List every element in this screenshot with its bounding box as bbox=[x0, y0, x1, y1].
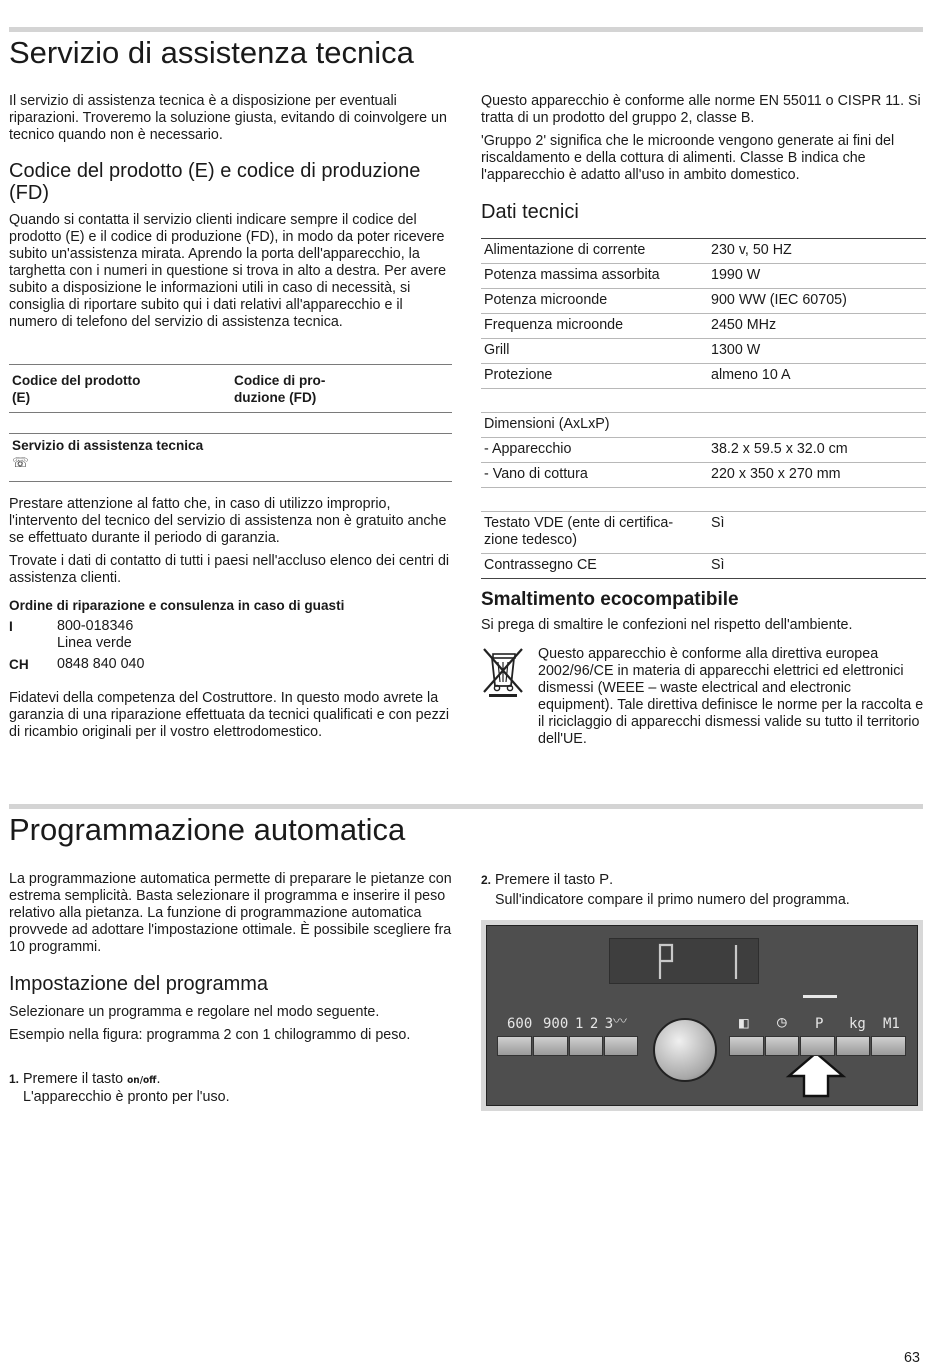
disposal-text-block bbox=[481, 617, 926, 634]
conformity-text-1: Questo apparecchio è conforme alle norme EN 55011 o CISPR 11. Si tratta di un prodotto del gruppo 2, classe B. bbox=[481, 93, 921, 126]
key-label-p: P bbox=[599, 871, 610, 888]
step-text: Premere il tasto bbox=[495, 872, 596, 888]
setting-heading-block bbox=[9, 973, 452, 995]
clock-button[interactable] bbox=[765, 1036, 799, 1056]
weight-label: kg bbox=[849, 1016, 866, 1032]
memory-button[interactable] bbox=[871, 1036, 906, 1056]
tech-row bbox=[481, 512, 926, 554]
tech-value bbox=[708, 413, 926, 438]
repair-heading: Ordine di riparazione e consulenza in caso di guasti bbox=[9, 598, 345, 613]
tech-value: 230 v, 50 HZ bbox=[708, 239, 926, 264]
grill-button[interactable] bbox=[604, 1036, 638, 1056]
door-icon: ◧ bbox=[739, 1013, 749, 1032]
control-panel bbox=[486, 925, 918, 1106]
power-600-label: 600 bbox=[507, 1016, 533, 1032]
tech-row bbox=[481, 488, 926, 512]
service-contact-label bbox=[12, 437, 212, 471]
disposal-heading: Smaltimento ecocompatibile bbox=[481, 589, 739, 610]
tech-key: Grill bbox=[481, 339, 708, 364]
section-title: Programmazione automatica bbox=[9, 812, 406, 847]
setting-heading: Impostazione del programma bbox=[9, 973, 269, 995]
grill-icon: 〰 bbox=[613, 1014, 627, 1030]
tech-row bbox=[481, 314, 926, 339]
tech-value: 900 WW (IEC 60705) bbox=[708, 289, 926, 314]
contact-country: CH bbox=[9, 657, 29, 672]
tech-value: 1990 W bbox=[708, 264, 926, 289]
tech-key: Potenza microonde bbox=[481, 289, 708, 314]
step-2: 2. Premere il tasto P. Sull'indicatore compare il primo numero del programma. bbox=[481, 871, 926, 909]
program-label: P bbox=[815, 1016, 824, 1032]
codes-heading-block bbox=[9, 160, 452, 204]
production-code-label: Codice di pro-duzione (FD) bbox=[234, 373, 326, 405]
tech-table bbox=[481, 239, 926, 579]
section-rule-top bbox=[9, 804, 923, 809]
tech-value bbox=[708, 488, 926, 512]
disposal-text: Si prega di smaltire le confezioni nel rispetto dell'ambiente. bbox=[481, 617, 853, 633]
tech-key: Frequenza microonde bbox=[481, 314, 708, 339]
step-number: 2. bbox=[481, 873, 492, 887]
tech-row bbox=[481, 289, 926, 314]
form-rule bbox=[9, 364, 452, 365]
form-rule bbox=[9, 433, 452, 434]
combi-label: 1 2 3 bbox=[575, 1016, 613, 1032]
form-rule bbox=[9, 481, 452, 482]
weight-button[interactable] bbox=[836, 1036, 870, 1056]
service-label: Servizio di assistenza tecnica bbox=[12, 438, 204, 453]
door-button[interactable] bbox=[729, 1036, 764, 1056]
tech-row bbox=[481, 364, 926, 389]
tech-key bbox=[481, 488, 708, 512]
codes-heading: Codice del prodotto (E) e codice di produzione (FD) bbox=[9, 160, 421, 204]
step-text: Premere il tasto bbox=[23, 1071, 124, 1087]
tech-table-wrap bbox=[481, 239, 926, 579]
step-1: 1. Premere il tasto on/off. L'apparecchio è pronto per l'uso. bbox=[9, 1071, 452, 1106]
arrow-up-icon bbox=[785, 1050, 847, 1100]
tech-heading-block bbox=[481, 201, 926, 223]
power-900-button[interactable] bbox=[533, 1036, 568, 1056]
example-block bbox=[9, 1027, 452, 1044]
tech-key: Dimensioni (AxLxP) bbox=[481, 413, 708, 438]
tech-value bbox=[708, 389, 926, 413]
page-number: 63 bbox=[904, 1350, 920, 1366]
contact-row bbox=[9, 618, 452, 656]
form-rule bbox=[9, 412, 452, 413]
setting-text-block bbox=[9, 1004, 452, 1021]
tech-value: almeno 10 A bbox=[708, 364, 926, 389]
tech-value: Sì bbox=[708, 554, 926, 579]
combi-button[interactable] bbox=[569, 1036, 603, 1056]
tech-row bbox=[481, 413, 926, 438]
tech-row bbox=[481, 389, 926, 413]
tech-row bbox=[481, 339, 926, 364]
section-rule-top bbox=[9, 27, 923, 32]
step-number: 1. bbox=[9, 1072, 20, 1086]
tech-key: - Apparecchio bbox=[481, 438, 708, 463]
tech-key: Testato VDE (ente di certifica-zione tedesco) bbox=[481, 512, 708, 554]
contact-country: I bbox=[9, 619, 13, 634]
tech-row bbox=[481, 463, 926, 488]
tech-key: - Vano di cottura bbox=[481, 463, 708, 488]
codes-text-block bbox=[9, 212, 452, 331]
trust-block bbox=[9, 690, 452, 741]
tech-row bbox=[481, 264, 926, 289]
conformity-block bbox=[481, 93, 926, 184]
contact-row bbox=[9, 656, 452, 676]
weee-text: Questo apparecchio è conforme alla direttiva europea 2002/96/CE in materia di apparecchi elettrici ed elettronici dismessi (WEEE – waste electrical and electronic equipment). Tale direttiva definisce le norme per la raccolta e il riciclaggio di apparecchi dismessi valide su tutto il territorio dell'UE. bbox=[538, 646, 924, 747]
page-title: Servizio di assistenza tecnica bbox=[9, 35, 414, 70]
tech-row bbox=[481, 554, 926, 579]
warranty-block bbox=[9, 496, 452, 547]
contact-list bbox=[9, 618, 452, 676]
clock-icon: ◷ bbox=[777, 1012, 787, 1031]
tech-key bbox=[481, 389, 708, 413]
codes-text: Quando si contatta il servizio clienti indicare sempre il codice del prodotto (E) e il codice di produzione (FD), in modo da poter ricevere subito un'assistenza mirata. Aprendo la porta dell'apparecchio, la targhetta con i numeri in questione si trova in alto a destra. Per avere subito a disposizione le informazioni utili in caso di necessità, si consiglia di riportare subito qui i dati relativi all'apparecchio e il numero di telefono del servizio di assistenza tecnica. bbox=[9, 212, 447, 330]
tech-heading: Dati tecnici bbox=[481, 201, 579, 223]
service-intro: Il servizio di assistenza tecnica è a disposizione per eventuali riparazioni. Troveremo la soluzione giusta, evitando di coinvolgere un tecnico quando non è necessario. bbox=[9, 93, 447, 143]
example-text: Esempio nella figura: programma 2 con 1 chilogrammo di peso. bbox=[9, 1027, 411, 1043]
disposal-heading-block bbox=[481, 589, 926, 611]
auto-intro: La programmazione automatica permette di preparare le pietanze con estrema semplicità. Basta selezionare il programma e inserire il peso relativo alla pietanza. La funzione di programmazione automatica provvede ad adottare l'impostazione ottimale. È possibile scegliere fra 10 programmi. bbox=[9, 871, 452, 955]
display-readout bbox=[610, 939, 760, 985]
contact-number: 800-018346 bbox=[57, 618, 134, 634]
conformity-text-2: 'Gruppo 2' significa che le microonde vengono generate ai fini del riscaldamento e della cottura di alimenti. Classe B indica che l'apparecchio è adatto all'uso in ambito domestico. bbox=[481, 133, 895, 183]
tech-row bbox=[481, 239, 926, 264]
auto-intro-block bbox=[9, 871, 452, 956]
control-panel-illustration bbox=[481, 920, 923, 1111]
step-result: Sull'indicatore compare il primo numero del programma. bbox=[495, 892, 850, 908]
setting-text: Selezionare un programma e regolare nel modo seguente. bbox=[9, 1004, 380, 1020]
trust-text: Fidatevi della competenza del Costruttore. In questo modo avrete la garanzia di una riparazione effettuata da tecnici qualificati e con pezzi di ricambio originali per il vostro elettrodomestico. bbox=[9, 690, 450, 740]
memory-label: M1 bbox=[883, 1016, 900, 1032]
phone-icon: ☏ bbox=[12, 455, 29, 470]
power-900-label: 900 bbox=[543, 1016, 569, 1032]
program-button[interactable] bbox=[800, 1036, 835, 1056]
tech-value: 220 x 350 x 270 mm bbox=[708, 463, 926, 488]
weee-block bbox=[538, 646, 926, 748]
tech-key: Contrassegno CE bbox=[481, 554, 708, 579]
contact-note: Linea verde bbox=[57, 635, 132, 651]
tech-value: 2450 MHz bbox=[708, 314, 926, 339]
tech-key: Potenza massima assorbita bbox=[481, 264, 708, 289]
tech-value: Sì bbox=[708, 512, 926, 554]
tech-value: 38.2 x 59.5 x 32.0 cm bbox=[708, 438, 926, 463]
display-window bbox=[609, 938, 759, 984]
tech-key: Protezione bbox=[481, 364, 708, 389]
indicator-bar bbox=[803, 995, 837, 998]
control-knob[interactable] bbox=[653, 1018, 717, 1082]
tech-key: Alimentazione di corrente bbox=[481, 239, 708, 264]
power-600-button[interactable] bbox=[497, 1036, 532, 1056]
crossed-out-bin-icon bbox=[481, 646, 525, 698]
tech-row bbox=[481, 438, 926, 463]
service-intro-block bbox=[9, 93, 452, 144]
tech-value: 1300 W bbox=[708, 339, 926, 364]
warranty-text: Prestare attenzione al fatto che, in caso di utilizzo improprio, l'intervento del tecnico del servizio di assistenza non è gratuito anche se effettuato durante il periodo di garanzia. bbox=[9, 496, 447, 546]
product-code-label: Codice del prodotto (E) bbox=[12, 373, 141, 405]
key-label-onoff: on/off bbox=[127, 1075, 157, 1086]
contacts-text: Trovate i dati di contatto di tutti i paesi nell'accluso elenco dei centri di assistenza clienti. bbox=[9, 553, 450, 586]
contacts-block bbox=[9, 553, 452, 587]
contact-number: 0848 840 040 bbox=[57, 656, 145, 672]
step-result: L'apparecchio è pronto per l'uso. bbox=[23, 1089, 230, 1105]
